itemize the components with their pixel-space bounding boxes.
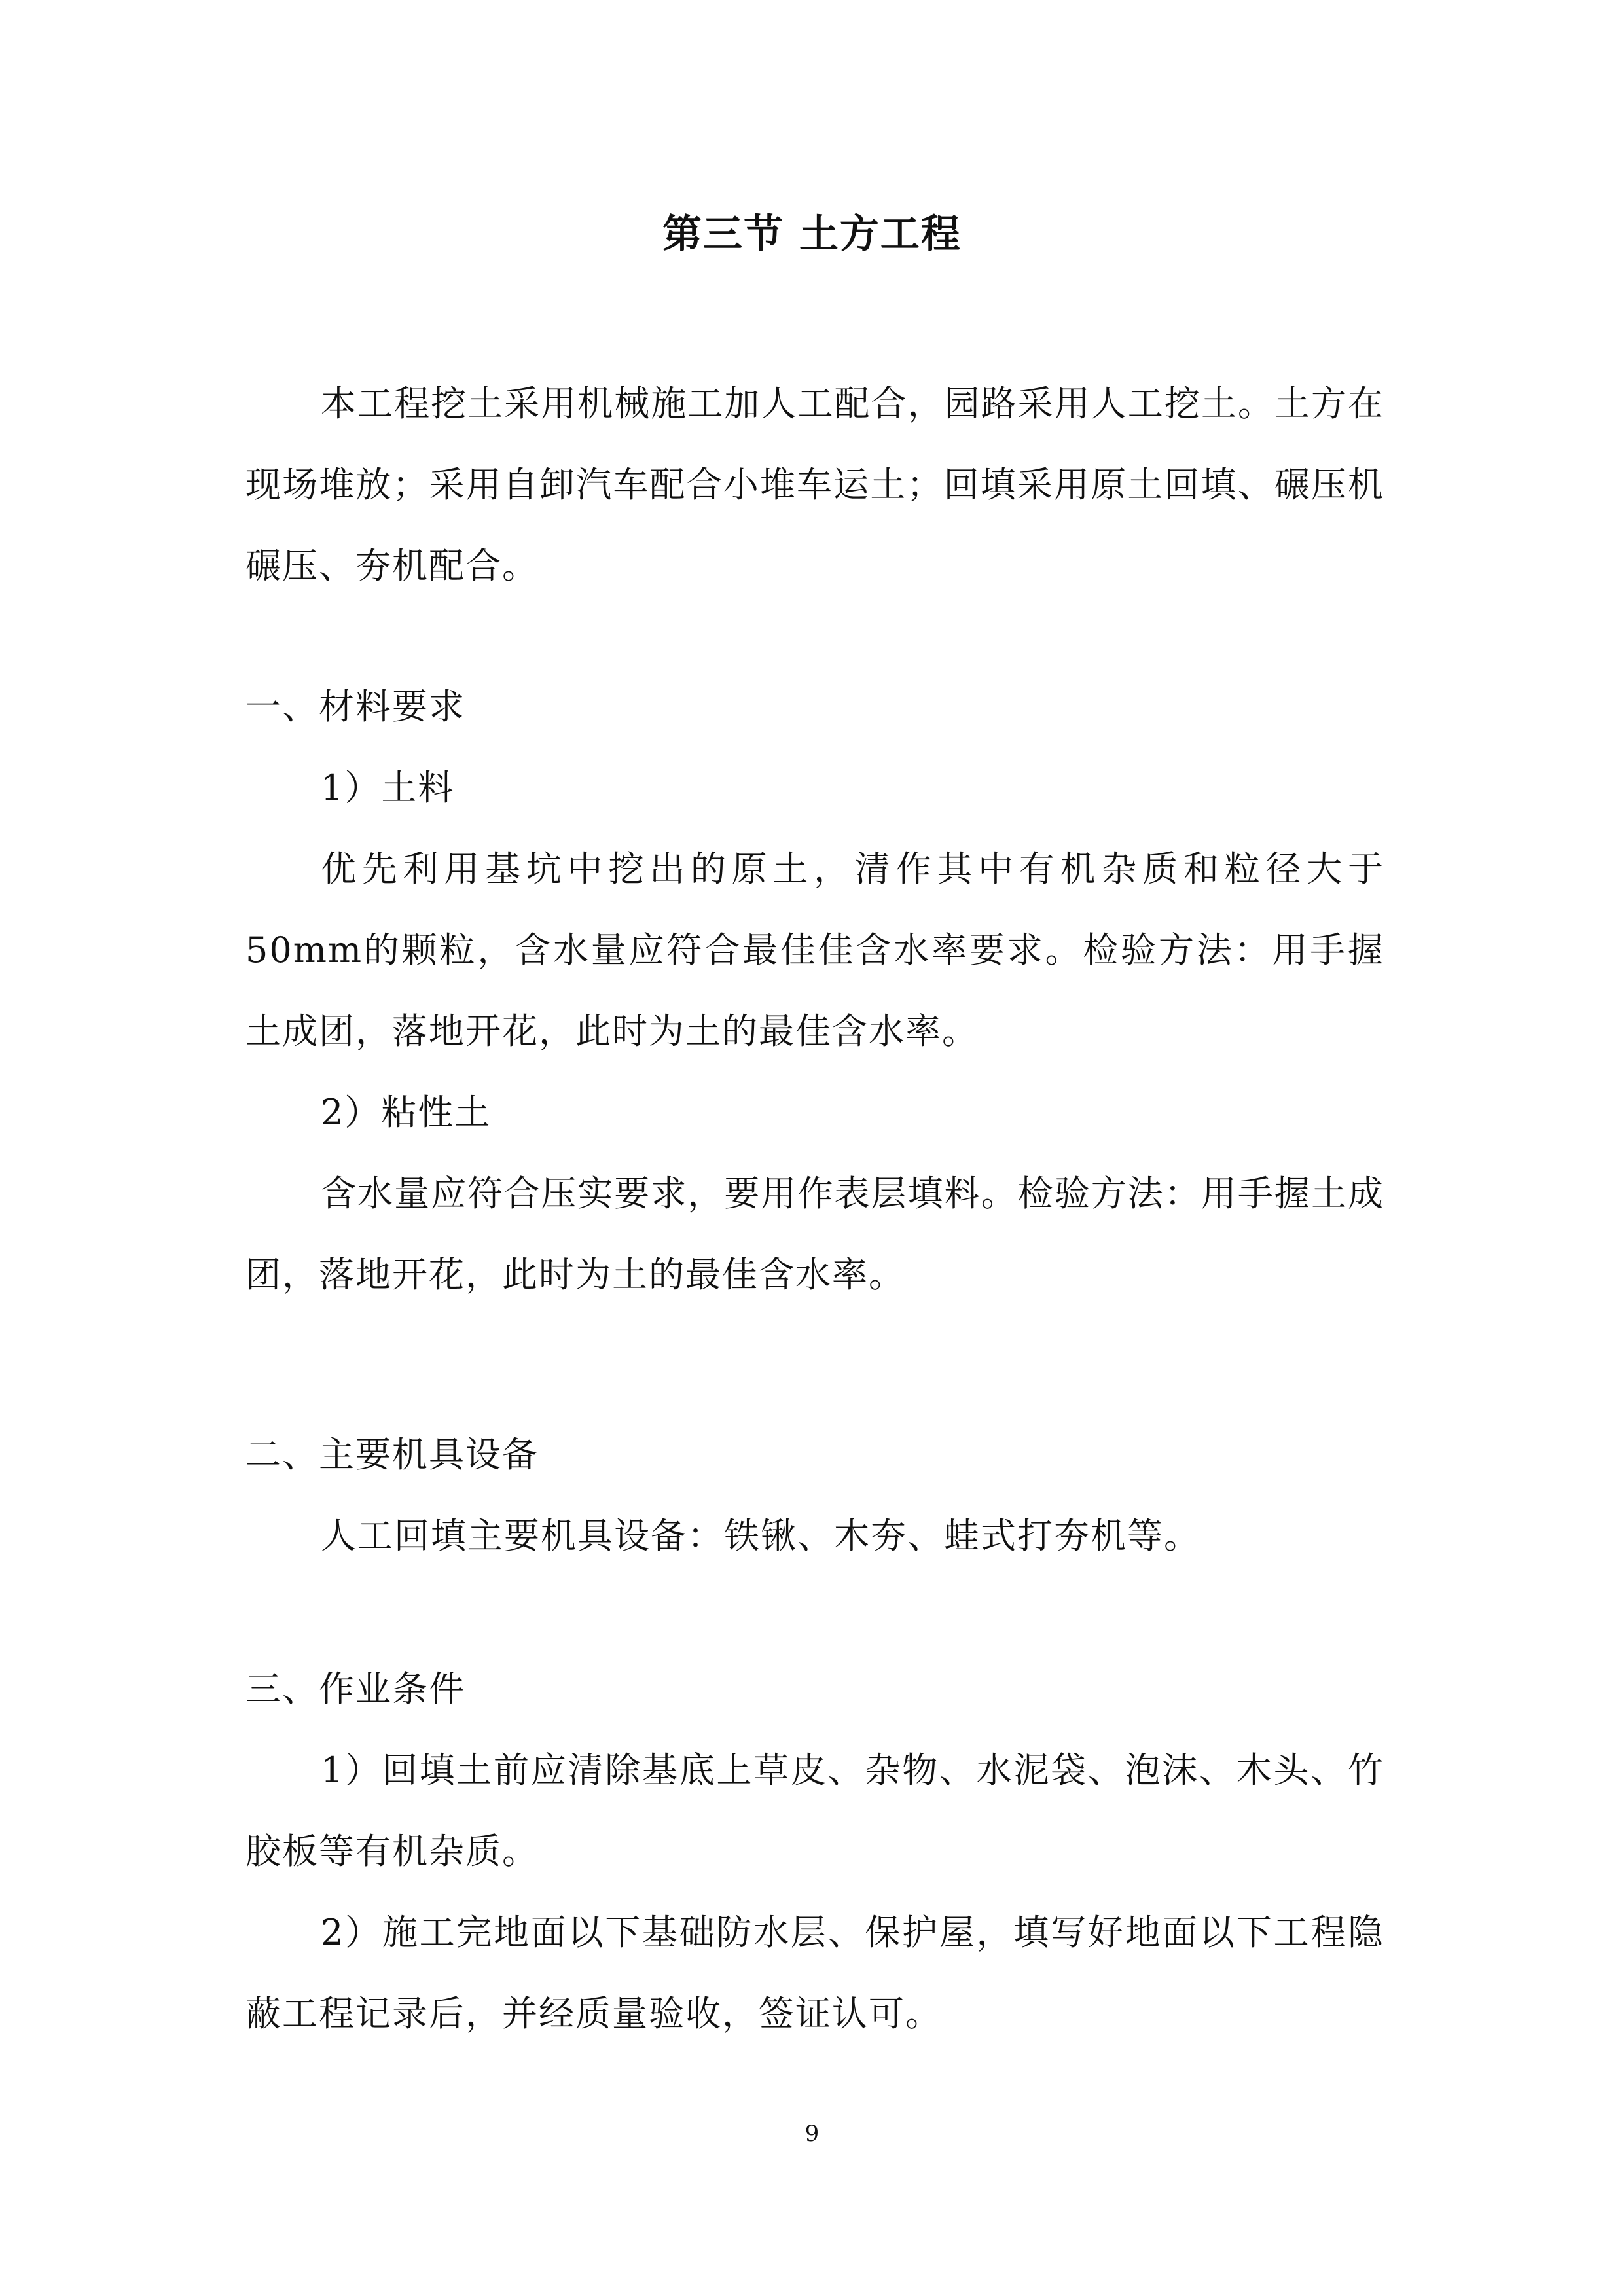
conditions-heading: 三、作业条件	[245, 1668, 465, 1710]
conditions-item-1: 1）回填土前应清除基底上草皮、杂物、水泥袋、泡沫、木头、竹胶板等有机杂质。	[245, 1749, 1384, 1872]
intro-paragraph: 本工程挖土采用机械施工加人工配合，园路采用人工挖土。土方在现场堆放；采用自卸汽车配合小堆车运土；回填采用原土回填、碾压机碾压、夯机配合。	[245, 383, 1384, 586]
conditions-item-2: 2）施工完地面以下基础防水层、保护屋，填写好地面以下工程隐蔽工程记录后，并经质量验收，签证认可。	[245, 1912, 1384, 2034]
section-conditions	[245, 1649, 1384, 2054]
soil-paragraph: 优先利用基坑中挖出的原土，清作其中有机杂质和粒径大于50mm的颗粒，含水量应符合最佳佳含水率要求。检验方法：用手握土成团，落地开花，此时为土的最佳含水率。	[245, 848, 1384, 1052]
section-materials	[245, 666, 1384, 1316]
clay-label: 2）粘性土	[321, 1092, 492, 1133]
intro-block	[245, 363, 1384, 607]
clay-paragraph: 含水量应符合压实要求，要用作表层填料。检验方法：用手握土成团，落地开花，此时为土的最佳含水率。	[245, 1173, 1384, 1295]
section-equipment	[245, 1414, 1384, 1577]
soil-label: 1）土料	[321, 767, 455, 808]
materials-heading: 一、材料要求	[245, 686, 465, 727]
equipment-paragraph: 人工回填主要机具设备：铁锹、木夯、蛙式打夯机等。	[321, 1515, 1200, 1556]
section-title: 第三节 土方工程	[662, 211, 962, 257]
page-number: 9	[804, 2121, 820, 2147]
equipment-heading: 二、主要机具设备	[245, 1434, 539, 1475]
